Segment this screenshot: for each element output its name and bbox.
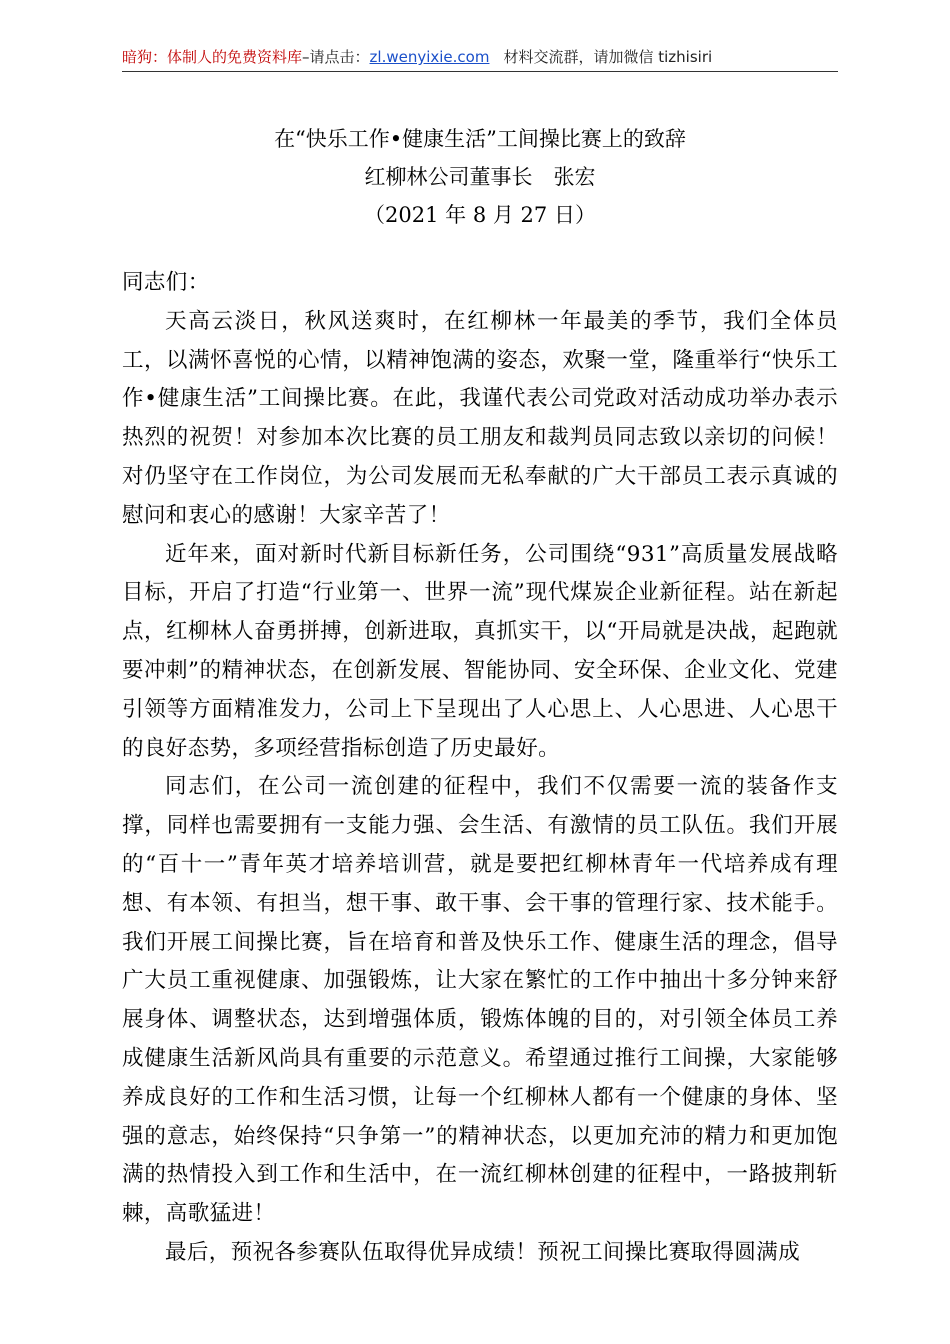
document-body — [122, 264, 838, 1273]
header-contact-text: 材料交流群，请加微信 tizhisiri — [503, 48, 713, 66]
header-link[interactable]: zl.wenyixie.com — [369, 48, 490, 66]
header-divider — [122, 71, 838, 72]
page-header — [122, 46, 838, 68]
paragraph: 同志们，在公司一流创建的征程中，我们不仅需要一流的装备作支撑，同样也需要拥有一支能力强、会生活、有激情的员工队伍。我们开展的“百十一”青年英才培养培训营，就是要把红柳林青年一代培养成有理想、有本领、有担当，想干事、敢干事、会干事的管理行家、技术能手。我们开展工间操比赛，旨在培育和普及快乐工作、健康生活的理念，倡导广大员工重视健康、加强锻炼，让大家在繁忙的工作中抽出十多分钟来舒展身体、调整状态，达到增强体质，锻炼体魄的目的，对引领全体员工养成健康生活新风尚具有重要的示范意义。希望通过推行工间操，大家能够养成良好的工作和生活习惯，让每一个红柳林人都有一个健康的身体、坚强的意志，始终保持“只争第一”的精神状态，以更加充沛的精力和更加饱满的热情投入到工作和生活中，在一流红柳林创建的征程中，一路披荆斩棘，高歌猛进！ — [122, 774, 838, 1227]
header-promo-text: 暗狗：体制人的免费资料库 — [122, 48, 303, 66]
document-author: 红柳林公司董事长 张宏 — [364, 165, 596, 189]
salutation: 同志们： — [122, 270, 210, 295]
document-date: （2021 年 8 月 27 日） — [364, 203, 596, 227]
paragraph: 最后，预祝各参赛队伍取得优异成绩！预祝工间操比赛取得圆满成 — [165, 1239, 801, 1265]
document-title: 在“快乐工作•健康生活”工间操比赛上的致辞 — [274, 127, 686, 151]
paragraph: 近年来，面对新时代新目标新任务，公司围绕“931”高质量发展战略目标，开启了打造“行业第一、世界一流”现代煤炭企业新征程。站在新起点，红柳林人奋勇拼搏，创新进取，真抓实干，以“开局就是决战，起跑就要冲刺”的精神状态，在创新发展、智能协同、安全环保、企业文化、党建引领等方面精准发力，公司上下呈现出了人心思上、人心思进、人心思干的良好态势，多项经营指标创造了历史最好。 — [122, 541, 838, 761]
header-click-prefix: –请点击： — [302, 48, 370, 66]
paragraph: 天高云淡日，秋风送爽时，在红柳林一年最美的季节，我们全体员工，以满怀喜悦的心情，以精神饱满的姿态，欢聚一堂，隆重举行“快乐工作•健康生活”工间操比赛。在此，我谨代表公司党政对活动成功举办表示热烈的祝贺！对参加本次比赛的员工朋友和裁判员同志致以亲切的问候！对仍坚守在工作岗位，为公司发展而无私奉献的广大干部员工表示真诚的慰问和衷心的感谢！大家辛苦了！ — [122, 308, 838, 528]
title-block — [122, 120, 838, 234]
